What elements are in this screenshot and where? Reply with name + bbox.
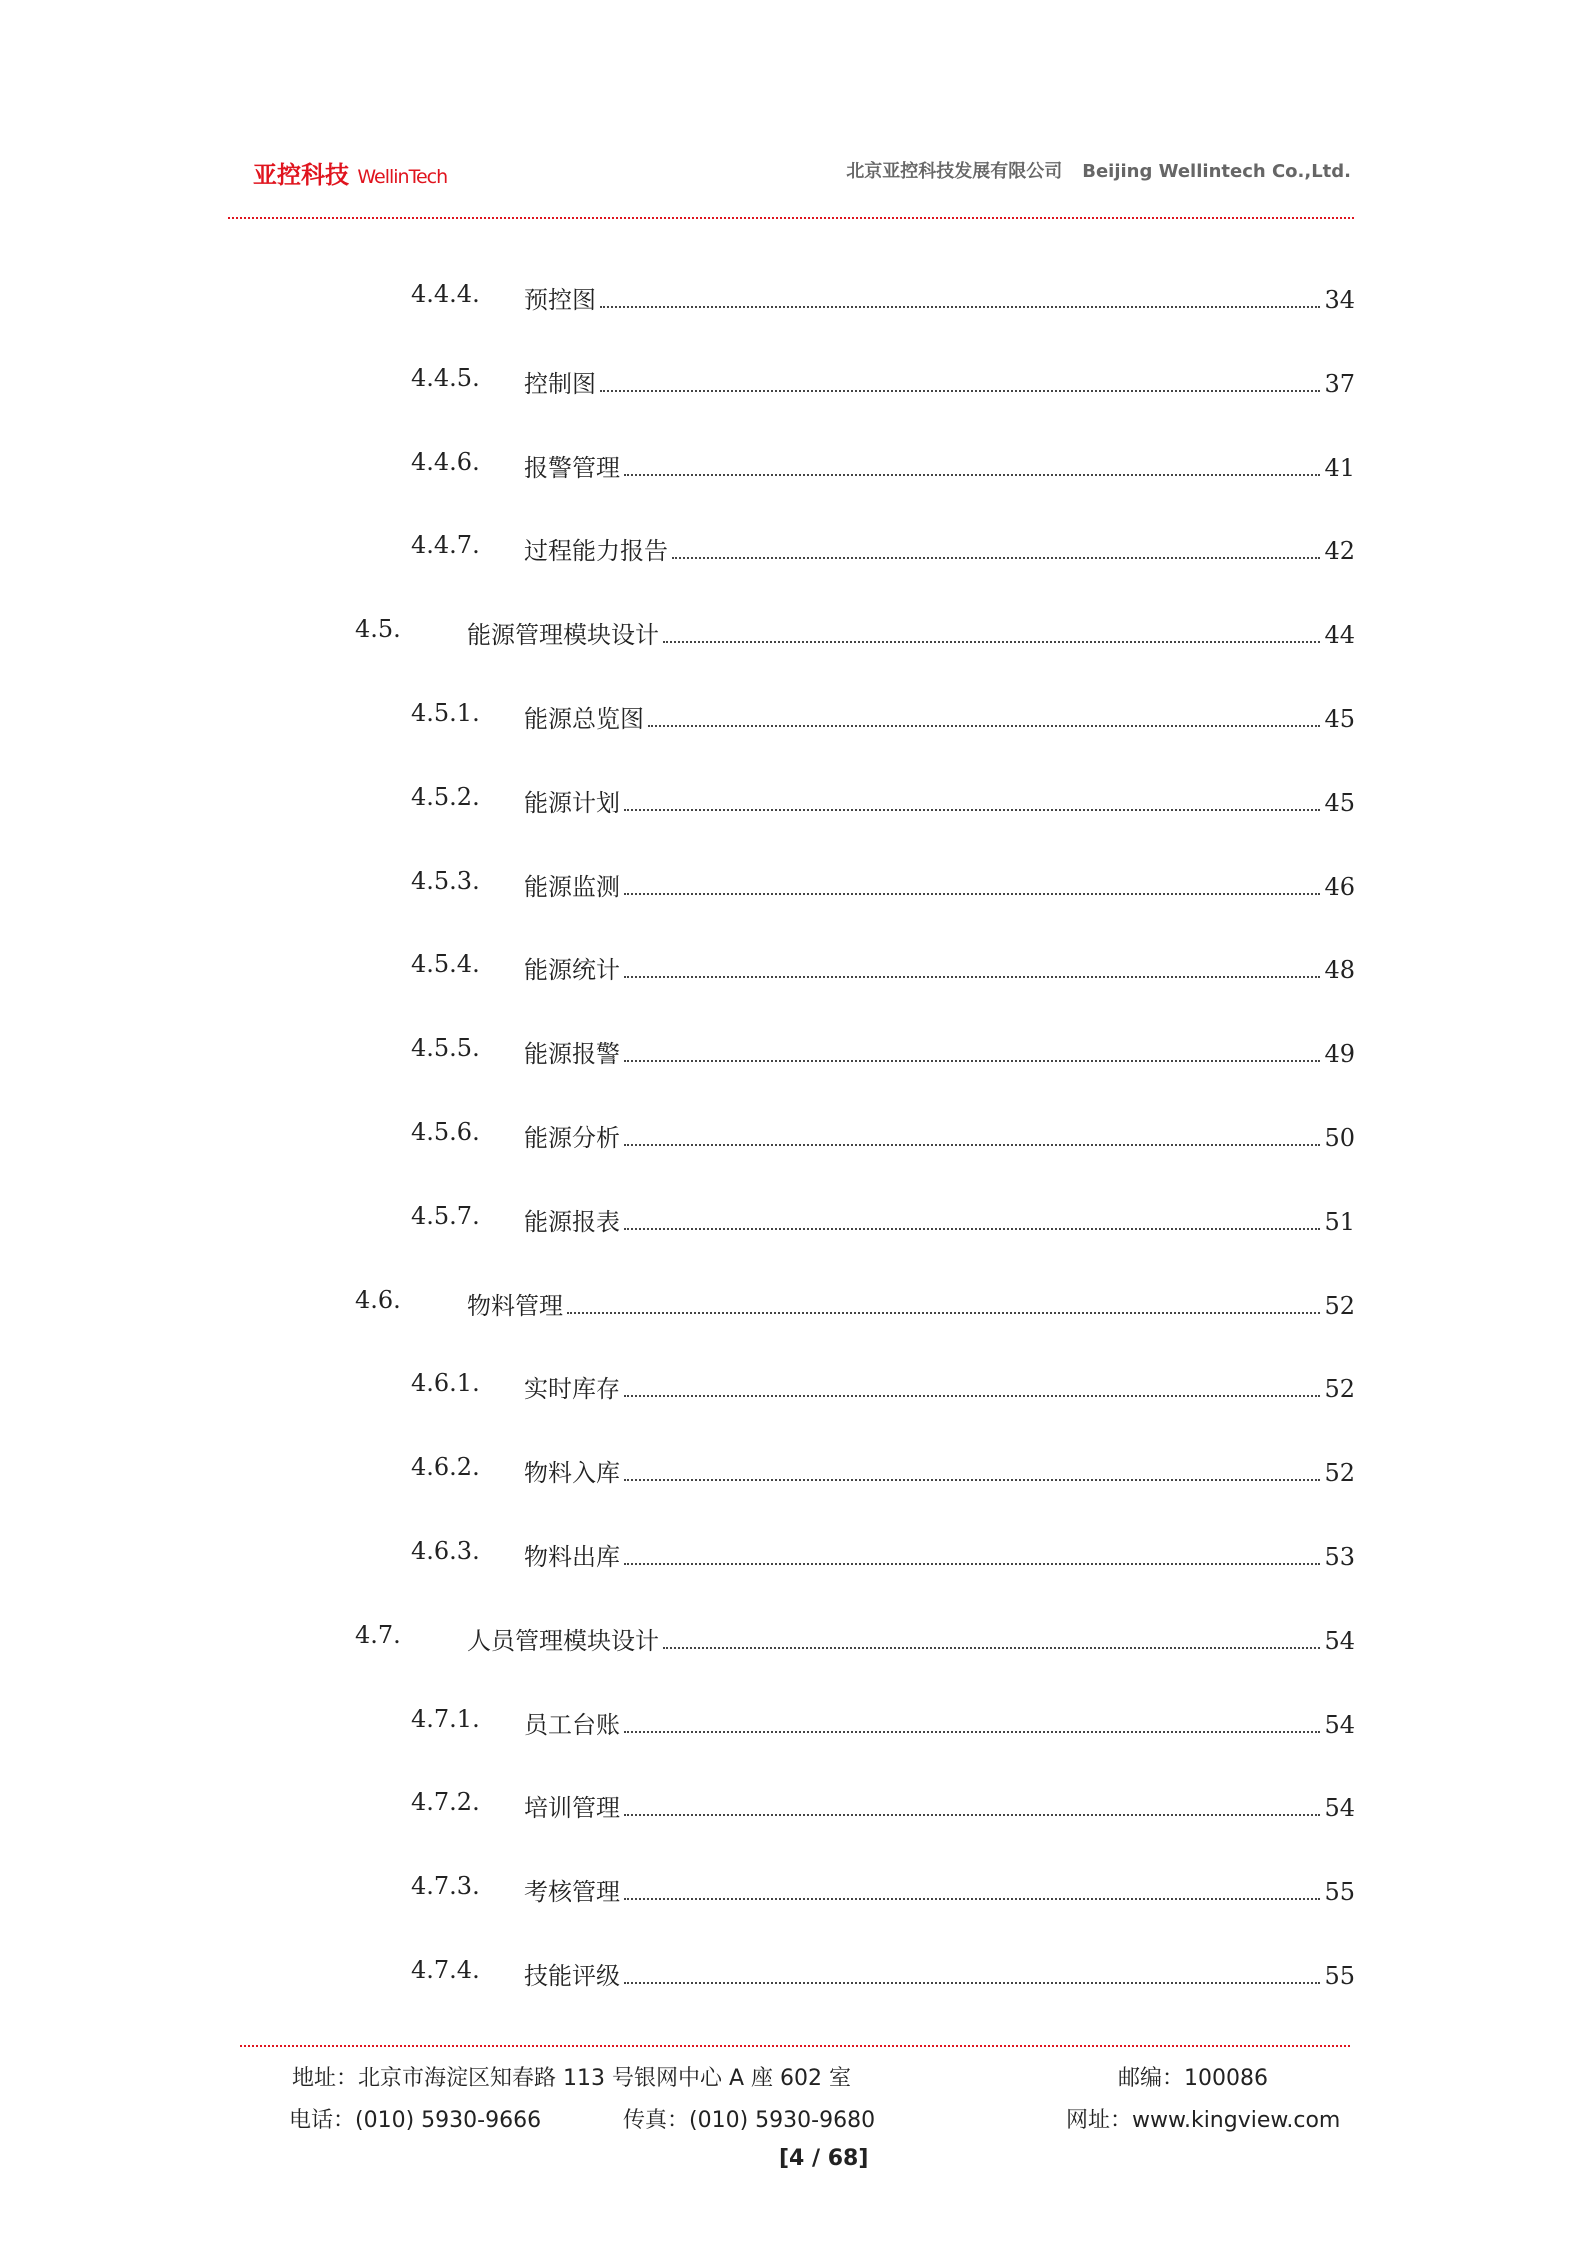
- toc-number: 4.5.: [355, 615, 401, 644]
- toc-entry[interactable]: [0, 1956, 1587, 1992]
- footer-address: 地址：北京市海淀区知春路 113 号银网中心 A 座 602 室: [292, 2066, 851, 2091]
- toc-title: 人员管理模块设计: [467, 1626, 659, 1655]
- toc-title: 能源总览图: [524, 705, 644, 733]
- toc-entry[interactable]: [0, 364, 1587, 400]
- toc-number: 4.4.4.: [411, 280, 480, 308]
- toc-leader-dots: [600, 390, 1320, 392]
- company-name-en: Beijing Wellintech Co.,Ltd.: [1082, 161, 1351, 182]
- company-logo: [253, 155, 447, 190]
- toc-page: 52: [1324, 1459, 1355, 1488]
- company-name-cn: 北京亚控科技发展有限公司: [846, 161, 1063, 182]
- toc-title: 能源监测: [524, 872, 620, 901]
- toc-page: 44: [1324, 621, 1355, 650]
- toc-title: 技能评级: [524, 1962, 620, 1990]
- toc-title: 考核管理: [524, 1878, 620, 1907]
- footer-website[interactable]: 网址：www.kingview.com: [1066, 2108, 1341, 2133]
- toc-entry[interactable]: [0, 1537, 1587, 1573]
- toc-leader-dots: [624, 1395, 1320, 1397]
- footer-postcode: 邮编：100086: [1118, 2066, 1268, 2091]
- toc-number: 4.6.3.: [411, 1537, 480, 1565]
- toc-title: 实时库存: [524, 1375, 620, 1404]
- footer-divider: [240, 2045, 1350, 2047]
- toc-leader-dots: [672, 557, 1320, 559]
- toc-number: 4.5.1.: [411, 699, 480, 727]
- toc-page: 52: [1324, 1291, 1355, 1320]
- toc-page: 45: [1324, 705, 1355, 733]
- toc-page: 42: [1324, 537, 1355, 566]
- toc-number: 4.6.: [355, 1285, 401, 1314]
- toc-leader-dots: [624, 1060, 1320, 1062]
- toc-page: 54: [1324, 1794, 1355, 1823]
- toc-number: 4.7.1.: [411, 1704, 480, 1733]
- toc-title: 物料管理: [467, 1291, 563, 1320]
- toc-title: 物料出库: [524, 1543, 620, 1571]
- toc-page: 54: [1324, 1710, 1355, 1739]
- toc-number: 4.6.2.: [411, 1453, 480, 1482]
- toc-leader-dots: [624, 1982, 1320, 1984]
- toc-number: 4.7.3.: [411, 1872, 480, 1901]
- toc-number: 4.5.5.: [411, 1034, 480, 1063]
- toc-page: 52: [1324, 1375, 1355, 1404]
- toc-leader-dots: [663, 641, 1320, 643]
- toc-leader-dots: [624, 1814, 1320, 1816]
- toc-entry[interactable]: [0, 867, 1587, 903]
- toc-entry[interactable]: [0, 448, 1587, 484]
- toc-number: 4.5.4.: [411, 950, 480, 979]
- toc-page: 46: [1324, 872, 1355, 901]
- header-company: [846, 157, 1351, 183]
- toc-title: 预控图: [524, 286, 596, 314]
- toc-leader-dots: [624, 893, 1320, 895]
- toc-title: 能源统计: [524, 956, 620, 985]
- toc-entry[interactable]: [0, 615, 1587, 651]
- header-divider: [228, 217, 1354, 219]
- toc-number: 4.4.6.: [411, 447, 480, 476]
- toc-page: 53: [1324, 1543, 1355, 1571]
- toc-entry[interactable]: [0, 1369, 1587, 1405]
- toc-entry[interactable]: [0, 1034, 1587, 1070]
- toc-page: 51: [1324, 1207, 1355, 1236]
- toc-page: 45: [1324, 788, 1355, 817]
- toc-number: 4.5.2.: [411, 782, 480, 811]
- toc-leader-dots: [624, 976, 1320, 978]
- logo-en: WellinTech: [357, 166, 448, 188]
- toc-entry[interactable]: [0, 1118, 1587, 1154]
- footer-phone: 电话：(010) 5930-9666: [289, 2108, 542, 2133]
- toc-leader-dots: [624, 1479, 1320, 1481]
- toc-entry[interactable]: [0, 1872, 1587, 1908]
- toc-entry[interactable]: [0, 1788, 1587, 1824]
- toc-title: 能源分析: [524, 1124, 620, 1152]
- toc-leader-dots: [624, 1731, 1320, 1733]
- toc-leader-dots: [624, 1563, 1320, 1565]
- toc-number: 4.5.3.: [411, 866, 480, 895]
- toc-page: 50: [1324, 1124, 1355, 1152]
- toc-page: 34: [1324, 286, 1355, 314]
- toc-leader-dots: [663, 1647, 1320, 1649]
- toc-entry[interactable]: [0, 280, 1587, 316]
- toc-leader-dots: [624, 809, 1320, 811]
- toc-title: 能源管理模块设计: [467, 621, 659, 650]
- logo-cn: 亚控科技: [253, 161, 349, 189]
- toc-leader-dots: [624, 1898, 1320, 1900]
- toc-number: 4.6.1.: [411, 1369, 480, 1398]
- toc-page: 49: [1324, 1040, 1355, 1069]
- toc-page: 54: [1324, 1626, 1355, 1655]
- toc-entry[interactable]: [0, 531, 1587, 567]
- toc-title: 能源计划: [524, 788, 620, 817]
- toc-page: 37: [1324, 369, 1355, 398]
- toc-number: 4.7.2.: [411, 1788, 480, 1817]
- toc-leader-dots: [567, 1312, 1320, 1314]
- toc-title: 能源报表: [524, 1207, 620, 1236]
- toc-number: 4.4.7.: [411, 531, 480, 560]
- toc-entry[interactable]: [0, 783, 1587, 819]
- toc-page: 55: [1324, 1962, 1355, 1990]
- toc-number: 4.4.5.: [411, 363, 480, 392]
- toc-number: 4.5.6.: [411, 1118, 480, 1146]
- toc-page: 48: [1324, 956, 1355, 985]
- toc-leader-dots: [648, 725, 1320, 727]
- toc-page: 41: [1324, 453, 1355, 482]
- toc-title: 过程能力报告: [524, 537, 668, 566]
- toc-title: 报警管理: [524, 453, 620, 482]
- toc-page: 55: [1324, 1878, 1355, 1907]
- toc-entry[interactable]: [0, 1286, 1587, 1322]
- toc-entry[interactable]: [0, 699, 1587, 735]
- toc-entry[interactable]: [0, 950, 1587, 986]
- toc-leader-dots: [624, 1144, 1320, 1146]
- toc-number: 4.5.7.: [411, 1201, 480, 1230]
- toc-title: 培训管理: [524, 1794, 620, 1823]
- footer-fax: 传真：(010) 5930-9680: [623, 2108, 876, 2133]
- page-number: [4 / 68]: [779, 2146, 869, 2171]
- toc-entry[interactable]: [0, 1705, 1587, 1741]
- toc-leader-dots: [624, 474, 1320, 476]
- toc-number: 4.7.4.: [411, 1956, 480, 1984]
- toc-title: 能源报警: [524, 1040, 620, 1069]
- toc-leader-dots: [600, 306, 1320, 308]
- toc-title: 物料入库: [524, 1459, 620, 1488]
- toc-leader-dots: [624, 1228, 1320, 1230]
- toc-entry[interactable]: [0, 1453, 1587, 1489]
- toc-title: 员工台账: [524, 1710, 620, 1739]
- toc-entry[interactable]: [0, 1202, 1587, 1238]
- toc-number: 4.7.: [355, 1620, 401, 1649]
- toc-title: 控制图: [524, 369, 596, 398]
- toc-entry[interactable]: [0, 1621, 1587, 1657]
